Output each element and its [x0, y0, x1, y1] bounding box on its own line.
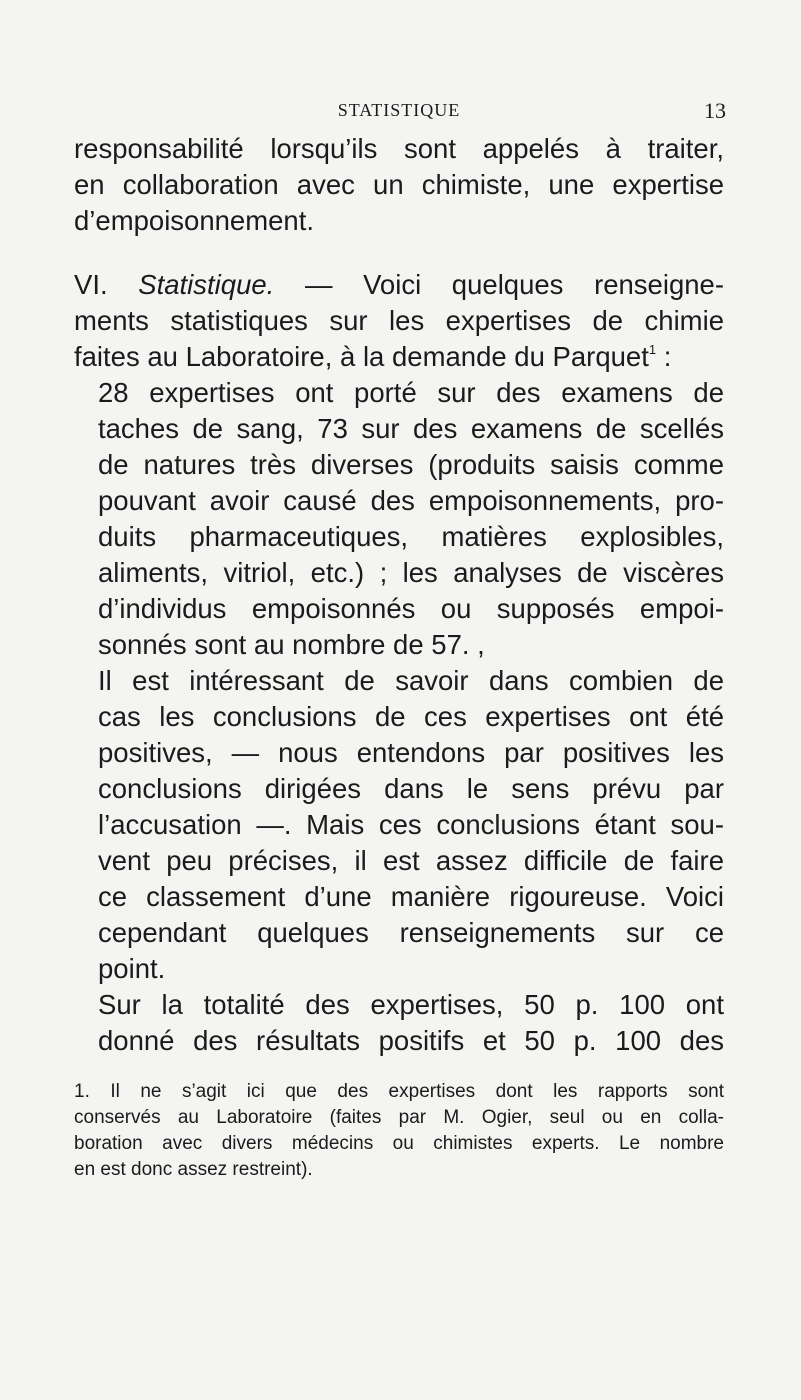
text-line: ce classement d’une manière rigoureuse. Voici: [98, 881, 724, 912]
section-number: VI.: [74, 269, 108, 300]
running-header: [74, 98, 724, 126]
footnote-line: conservés au Laboratoire (faites par M. Ogier, seul ou en colla-: [74, 1107, 724, 1128]
section-title: Statistique.: [138, 269, 275, 300]
footnote-reference: 1: [648, 342, 657, 357]
running-title: STATISTIQUE: [337, 100, 461, 120]
footnote-line: boration avec divers médecins ou chimistes experts. Le nombre: [74, 1133, 724, 1154]
text-line: de natures très diverses (produits saisis comme: [98, 449, 724, 480]
text-line: d’individus empoisonnés ou supposés empoi-: [98, 593, 724, 624]
text-line: positives, — nous entendons par positives les: [98, 737, 724, 768]
text-line: d’empoisonnement.: [74, 205, 315, 236]
text-line: donné des résultats positifs et 50 p. 100 des: [98, 1025, 724, 1056]
text-line: point.: [98, 953, 166, 984]
text-line: cas les conclusions de ces expertises ont été: [98, 701, 724, 732]
text-line: Sur la totalité des expertises, 50 p. 100 ont: [98, 989, 724, 1020]
text-line: duits pharmaceutiques, matières explosibles,: [98, 521, 724, 552]
paragraph-4: [74, 663, 724, 987]
paragraph-section-vi: [74, 267, 724, 375]
text-line: Il est intéressant de savoir dans combien de: [98, 665, 724, 696]
main-text: [74, 131, 724, 1059]
text-line: cependant quelques renseignements sur ce: [98, 917, 724, 948]
text-line: ments statistiques sur les expertises de chimie: [74, 305, 724, 336]
text-line: vent peu précises, il est assez difficile de faire: [98, 845, 724, 876]
footnote-text: [74, 1079, 724, 1183]
text-line: sonnés sont au nombre de 57. ,: [98, 629, 485, 660]
text-line: aliments, vitriol, etc.) ; les analyses de viscères: [98, 557, 724, 588]
text-line: conclusions dirigées dans le sens prévu par: [98, 773, 724, 804]
text-fragment: :: [656, 341, 672, 372]
text-line: [74, 267, 724, 303]
footnote-line: en est donc assez restreint).: [74, 1159, 313, 1180]
text-line: en collaboration avec un chimiste, une expertise: [74, 169, 724, 200]
paragraph-3: [74, 375, 724, 663]
page-number: 13: [704, 98, 726, 123]
paragraph-5: [74, 987, 724, 1059]
text-line: pouvant avoir causé des empoisonnements, pro-: [98, 485, 724, 516]
text-line: taches de sang, 73 sur des examens de scellés: [98, 413, 724, 444]
text-line: l’accusation —. Mais ces conclusions étant sou-: [98, 809, 724, 840]
text-fragment: faites au Laboratoire, à la demande du Parquet: [74, 341, 649, 372]
text-line: responsabilité lorsqu’ils sont appelés à traiter,: [74, 133, 724, 164]
footnote: [74, 1079, 724, 1183]
paragraph-1: [74, 131, 724, 239]
text-line: 28 expertises ont porté sur des examens de: [98, 377, 724, 408]
text-fragment: — Voici quelques renseigne-: [274, 269, 725, 300]
footnote-line: 1. Il ne s’agit ici que des expertises dont les rapports sont: [74, 1081, 724, 1102]
text-line: [74, 339, 724, 375]
